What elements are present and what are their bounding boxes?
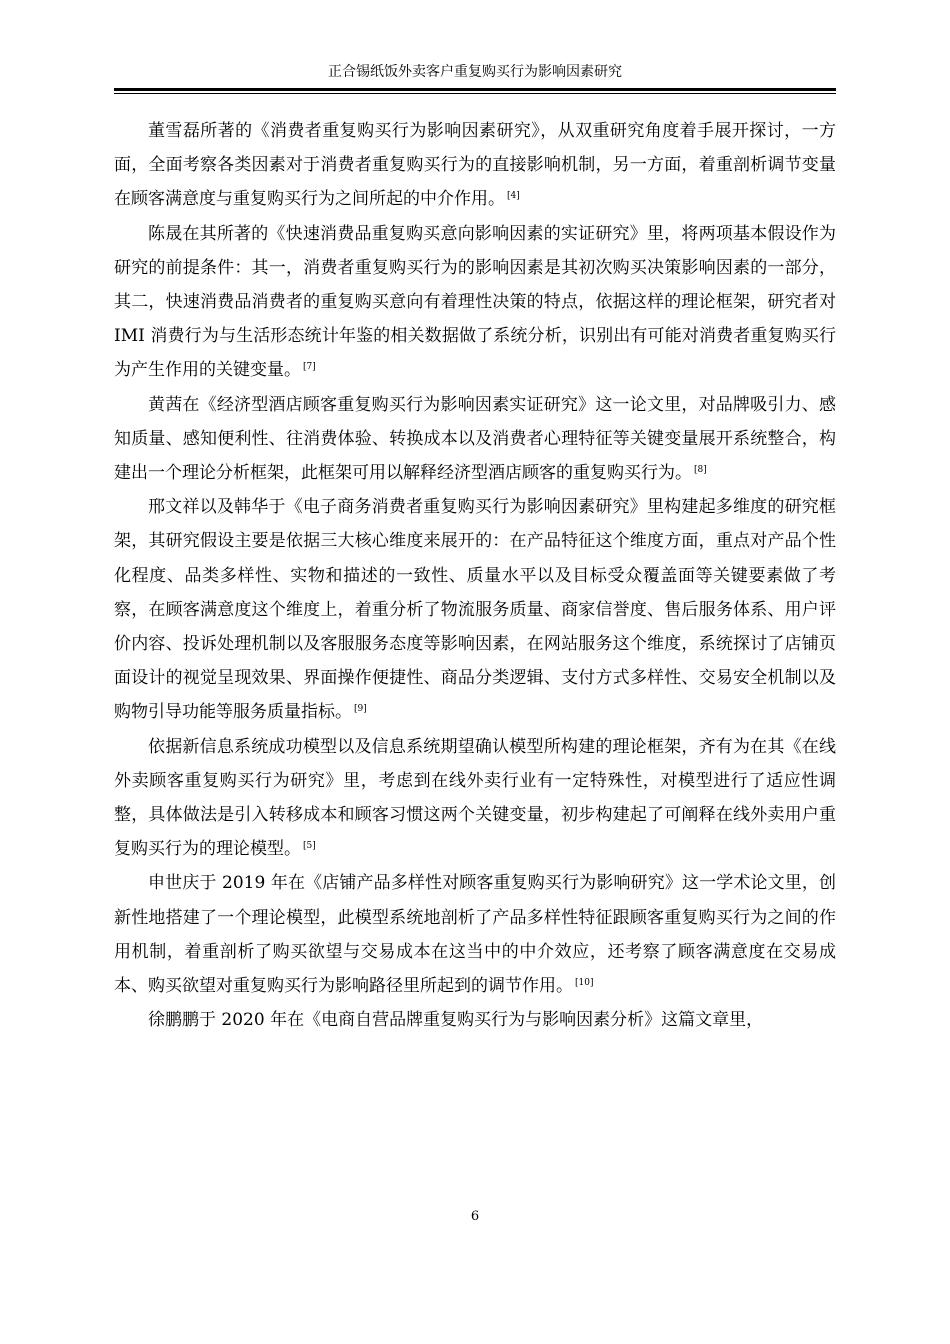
paragraph xyxy=(114,217,836,388)
paragraph xyxy=(114,1003,836,1037)
paragraph xyxy=(114,388,836,491)
citation: [10] xyxy=(575,978,594,989)
citation: [5] xyxy=(303,841,316,852)
running-header: 正合锡纸饭外卖客户重复购买行为影响因素研究 xyxy=(328,64,622,80)
paragraph-text: 邢文祥以及韩华于《电子商务消费者重复购买行为影响因素研究》里构建起多维度的研究框架，其研究假设主要是依据三大核心维度来展开的：在产品特征这个维度方面，重点对产品个性化程度、品类多样性、实物和描述的一致性、质量水平以及目标受众覆盖面等关键要素做了考察，在顾客满意度这个维度上，着重分析了物流服务质量、商家信誉度、售后服务体系、用户评价内容、投诉处理机制以及客服服务态度等影响因素，在网站服务这个维度，系统探讨了店铺页面设计的视觉呈现效果、界面操作便捷性、商品分类逻辑、支付方式多样性、交易安全机制以及购物引导功能等服务质量指标。 xyxy=(114,497,836,723)
paragraph-text: 依据新信息系统成功模型以及信息系统期望确认模型所构建的理论框架，齐有为在其《在线外卖顾客重复购买行为研究》里，考虑到在线外卖行业有一定特殊性，对模型进行了适应性调整，具体做法是引入转移成本和顾客习惯这两个关键变量，初步构建起了可阐释在线外卖用户重复购买行为的理论模型。 xyxy=(114,736,836,860)
paragraph xyxy=(114,490,836,729)
paragraph-text: 黄茜在《经济型酒店顾客重复购买行为影响因素实证研究》这一论文里，对品牌吸引力、感知质量、感知便利性、往消费体验、转换成本以及消费者心理特征等关键变量展开系统整合，构建出一个理论分析框架，此框架可用以解释经济型酒店顾客的重复购买行为。 xyxy=(114,394,836,484)
paragraph-text: 徐鹏鹏于 2020 年在《电商自营品牌重复购买行为与影响因素分析》这篇文章里， xyxy=(148,1010,764,1031)
citation: [8] xyxy=(694,465,707,476)
citation: [4] xyxy=(507,191,520,202)
paragraph-text: 董雪磊所著的《消费者重复购买行为影响因素研究》，从双重研究角度着手展开探讨，一方面，全面考察各类因素对于消费者重复购买行为的直接影响机制，另一方面，着重剖析调节变量在顾客满意度与重复购买行为之间所起的中介作用。 xyxy=(114,121,836,210)
header-rule-thick xyxy=(114,88,836,91)
paragraph xyxy=(114,114,836,217)
paragraph-text: 申世庆于 2019 年在《店铺产品多样性对顾客重复购买行为影响研究》这一学术论文里，创新性地搭建了一个理论模型，此模型系统地剖析了产品多样性特征跟顾客重复购买行为之间的作用机制，着重剖析了购买欲望与交易成本在这当中的中介效应，还考察了顾客满意度在交易成本、购买欲望对重复购买行为影响路径里所起到的调节作用。 xyxy=(114,873,836,997)
body-text xyxy=(114,114,836,1037)
header-rule-thin xyxy=(114,93,836,94)
paragraph-text: 陈晟在其所著的《快速消费品重复购买意向影响因素的实证研究》里，将两项基本假设作为研究的前提条件：其一，消费者重复购买行为的影响因素是其初次购买决策影响因素的一部分，其二，快速消费品消费者的重复购买意向有着理性决策的特点，依据这样的理论框架，研究者对 IMI 消费行为与生活形态统计年鉴的相关数据做了系统分析，识别出有可能对消费者重复购买行为产生作用的关键变量。 xyxy=(114,223,836,381)
citation: [9] xyxy=(354,704,367,715)
citation: [7] xyxy=(303,362,316,373)
page-number: 6 xyxy=(470,1209,480,1224)
paragraph xyxy=(114,730,836,867)
paragraph xyxy=(114,866,836,1003)
